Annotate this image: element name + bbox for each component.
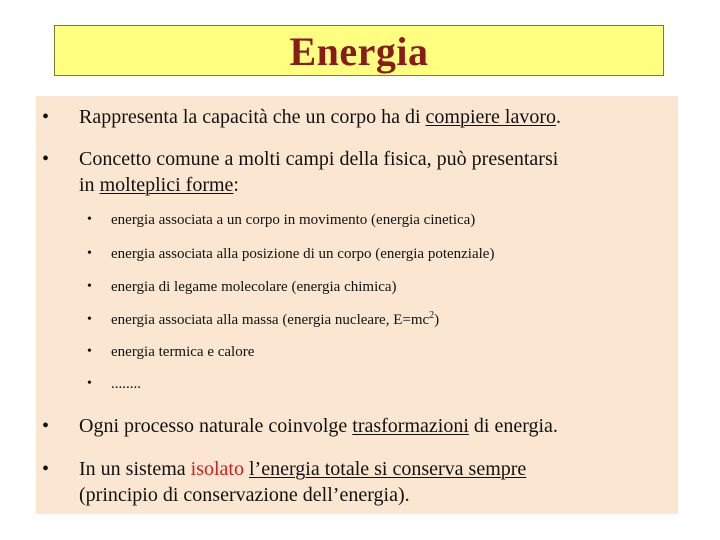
- underlined-term: trasformazioni: [352, 415, 469, 437]
- sub-bullet-dot: •: [87, 376, 92, 391]
- sub-item-text: energia associata a un corpo in movimento (energia cinetica): [111, 212, 476, 228]
- slide-title: Energia: [289, 29, 429, 74]
- superscript: 2: [429, 310, 435, 321]
- bullet-dot: •: [42, 415, 50, 437]
- sub-bullet-dot: •: [87, 312, 92, 327]
- sub-item-text: energia di legame molecolare (energia chimica): [111, 279, 397, 295]
- underlined-term: l’energia totale si conserva sempre: [249, 458, 527, 480]
- bullet-dot: •: [42, 148, 50, 170]
- bullet-dot: •: [42, 106, 50, 128]
- bullet-text: Concetto comune a molti campi della fisica, può presentarsi in molteplici forme:: [79, 148, 559, 196]
- underlined-term: molteplici forme: [99, 174, 234, 196]
- underlined-term: compiere lavoro: [425, 106, 557, 128]
- title-box: [54, 25, 664, 76]
- bullet-text: Rappresenta la capacità che un corpo ha di compiere lavoro.: [79, 106, 562, 128]
- highlighted-word: isolato: [190, 458, 244, 480]
- sub-item-text: energia associata alla posizione di un corpo (energia potenziale): [111, 246, 495, 262]
- bullet-text: In un sistema isolato l’energia totale si conserva sempre (principio di conservazione dell’energia).: [79, 458, 527, 506]
- sub-item-text: ........: [111, 376, 141, 392]
- bullet-text: Ogni processo naturale coinvolge trasformazioni di energia.: [79, 415, 558, 437]
- content-panel: [36, 96, 678, 514]
- sub-bullet-dot: •: [87, 212, 92, 227]
- sub-item-text: energia associata alla massa (energia nucleare, $E=mc^2$): [111, 310, 440, 328]
- sub-bullet-dot: •: [87, 246, 92, 261]
- sub-bullet-dot: •: [87, 344, 92, 359]
- sub-item-text: energia termica e calore: [111, 344, 255, 360]
- sub-bullet-dot: •: [87, 279, 92, 294]
- bullet-dot: •: [42, 458, 50, 480]
